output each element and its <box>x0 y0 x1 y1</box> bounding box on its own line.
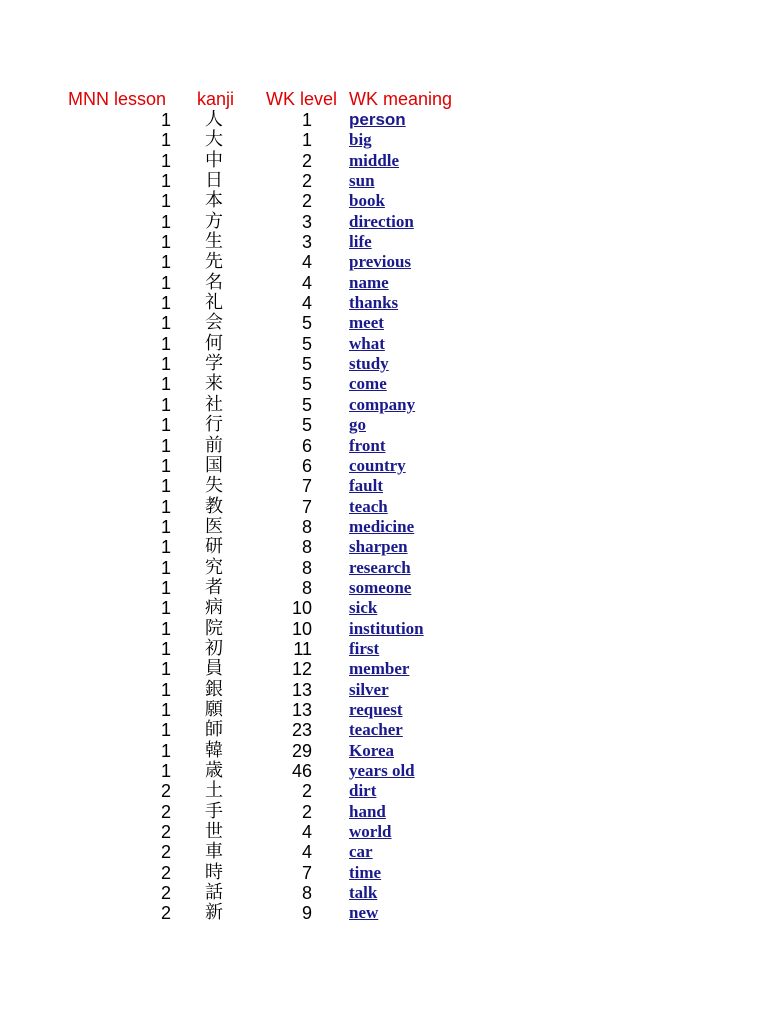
cell-wk-meaning-link[interactable]: years old <box>349 761 415 780</box>
cell-wk-level: 8 <box>301 557 312 578</box>
cell-mnn-lesson: 1 <box>160 496 171 517</box>
cell-mnn-lesson: 1 <box>160 659 171 680</box>
table-row <box>0 537 768 557</box>
cell-mnn-lesson: 1 <box>160 211 171 232</box>
cell-kanji: 歳 <box>205 760 223 781</box>
cell-kanji: 研 <box>205 536 223 558</box>
cell-wk-meaning-link[interactable]: middle <box>349 150 400 170</box>
cell-wk-level: 7 <box>301 862 312 883</box>
header-row <box>0 88 768 110</box>
cell-kanji: 来 <box>205 373 223 395</box>
cell-mnn-lesson: 1 <box>160 720 171 741</box>
cell-kanji: 方 <box>205 210 223 232</box>
cell-wk-meaning-link[interactable]: Korea <box>349 740 395 760</box>
table-row <box>0 720 768 740</box>
cell-kanji: 先 <box>205 251 223 273</box>
table-row <box>0 293 768 313</box>
table-row <box>0 191 768 211</box>
cell-kanji: 時 <box>205 861 223 883</box>
cell-wk-level: 5 <box>301 374 312 395</box>
cell-mnn-lesson: 1 <box>160 638 171 659</box>
table-row <box>0 680 768 700</box>
cell-wk-meaning-link[interactable]: teacher <box>349 720 403 740</box>
cell-wk-level: 8 <box>301 537 312 558</box>
header-mnn-lesson: MNN lesson <box>68 89 167 109</box>
cell-mnn-lesson: 1 <box>160 435 171 456</box>
cell-wk-level: 29 <box>291 740 312 761</box>
cell-mnn-lesson: 2 <box>160 842 171 863</box>
cell-mnn-lesson: 2 <box>160 883 171 904</box>
table-row <box>0 741 768 761</box>
cell-kanji: 名 <box>205 271 223 293</box>
cell-mnn-lesson: 2 <box>160 781 171 802</box>
cell-wk-level: 23 <box>291 720 312 741</box>
table-row <box>0 639 768 659</box>
cell-mnn-lesson: 1 <box>160 415 171 436</box>
cell-wk-meaning-link[interactable]: car <box>349 842 373 862</box>
cell-wk-meaning-link[interactable]: someone <box>349 577 412 597</box>
cell-wk-meaning-link[interactable]: teach <box>349 496 388 516</box>
table-row <box>0 822 768 842</box>
cell-mnn-lesson: 1 <box>160 516 171 537</box>
cell-wk-meaning-link[interactable]: front <box>349 435 386 455</box>
cell-wk-level: 2 <box>301 781 312 802</box>
cell-kanji: 病 <box>205 597 223 619</box>
cell-mnn-lesson: 1 <box>160 679 171 700</box>
cell-wk-level: 1 <box>301 130 312 151</box>
cell-mnn-lesson: 1 <box>160 557 171 578</box>
cell-wk-meaning-link[interactable]: fault <box>349 476 383 496</box>
cell-wk-meaning-link[interactable]: time <box>349 862 382 882</box>
table-row <box>0 517 768 537</box>
cell-wk-level: 5 <box>301 313 312 334</box>
cell-kanji: 話 <box>205 882 223 904</box>
cell-wk-level: 11 <box>293 638 312 659</box>
cell-wk-meaning-link[interactable]: world <box>349 822 392 842</box>
cell-wk-meaning-link[interactable]: name <box>349 272 389 292</box>
cell-wk-meaning-link[interactable]: what <box>349 333 385 353</box>
cell-kanji: 医 <box>205 515 223 537</box>
cell-wk-meaning-link[interactable]: medicine <box>349 516 415 536</box>
cell-kanji: 失 <box>205 475 223 497</box>
cell-kanji: 院 <box>205 617 223 639</box>
cell-wk-level: 4 <box>301 842 312 863</box>
table-row <box>0 802 768 822</box>
cell-kanji: 日 <box>205 170 223 192</box>
cell-kanji: 人 <box>205 109 223 130</box>
cell-kanji: 者 <box>205 576 223 598</box>
table-row <box>0 761 768 781</box>
cell-mnn-lesson: 1 <box>160 699 171 720</box>
header-wk-level: WK level <box>266 89 338 109</box>
cell-wk-meaning-link[interactable]: company <box>349 394 416 414</box>
kanji-sheet <box>0 88 768 924</box>
cell-mnn-lesson: 1 <box>160 374 171 395</box>
cell-mnn-lesson: 1 <box>160 130 171 151</box>
cell-wk-meaning-link[interactable]: study <box>349 354 389 374</box>
table-row <box>0 842 768 862</box>
cell-wk-level: 8 <box>301 883 312 904</box>
cell-wk-meaning-link[interactable]: member <box>349 659 410 679</box>
table-row <box>0 313 768 333</box>
cell-wk-level: 12 <box>291 659 312 680</box>
table-row <box>0 273 768 293</box>
table-row <box>0 374 768 394</box>
cell-kanji: 願 <box>205 698 223 720</box>
cell-mnn-lesson: 1 <box>160 333 171 354</box>
cell-kanji: 銀 <box>205 678 223 700</box>
cell-wk-meaning-link[interactable]: sharpen <box>349 537 408 557</box>
cell-kanji: 本 <box>205 190 223 212</box>
cell-wk-level: 10 <box>291 598 312 619</box>
cell-wk-level: 9 <box>301 903 312 924</box>
cell-wk-meaning-link[interactable]: previous <box>349 252 412 272</box>
table-row <box>0 863 768 883</box>
cell-wk-level: 4 <box>301 272 312 293</box>
table-row <box>0 252 768 272</box>
cell-kanji: 中 <box>205 149 223 171</box>
cell-kanji: 車 <box>205 841 223 863</box>
cell-wk-meaning-link[interactable]: thanks <box>349 293 399 313</box>
cell-wk-level: 5 <box>301 415 312 436</box>
cell-wk-level: 8 <box>301 516 312 537</box>
table-row <box>0 151 768 171</box>
cell-mnn-lesson: 1 <box>160 110 171 130</box>
cell-mnn-lesson: 1 <box>160 537 171 558</box>
cell-wk-meaning-link[interactable]: sick <box>349 598 378 618</box>
cell-kanji: 師 <box>205 719 223 741</box>
cell-wk-level: 10 <box>291 618 312 639</box>
header-wk-meaning: WK meaning <box>349 89 453 109</box>
cell-wk-level: 3 <box>301 211 312 232</box>
cell-wk-meaning-link[interactable]: silver <box>349 679 389 699</box>
cell-wk-meaning-link[interactable]: person <box>349 110 406 129</box>
cell-wk-level: 7 <box>301 496 312 517</box>
table-row <box>0 456 768 476</box>
table-row <box>0 130 768 150</box>
cell-wk-level: 5 <box>301 354 312 375</box>
cell-mnn-lesson: 2 <box>160 903 171 924</box>
cell-wk-meaning-link[interactable]: request <box>349 699 403 719</box>
cell-wk-level: 13 <box>291 679 312 700</box>
cell-wk-meaning-link[interactable]: direction <box>349 211 414 231</box>
cell-kanji: 会 <box>205 312 223 334</box>
cell-wk-meaning-link[interactable]: country <box>349 455 406 475</box>
cell-mnn-lesson: 1 <box>160 293 171 314</box>
cell-wk-meaning-link[interactable]: research <box>349 557 411 577</box>
table-row <box>0 171 768 191</box>
table-row <box>0 659 768 679</box>
cell-kanji: 生 <box>205 231 223 253</box>
cell-wk-meaning-link[interactable]: institution <box>349 618 424 638</box>
cell-wk-meaning-link[interactable]: come <box>349 374 387 394</box>
cell-wk-meaning-link[interactable]: go <box>349 415 366 435</box>
cell-kanji: 前 <box>205 434 223 456</box>
cell-kanji: 員 <box>205 658 223 680</box>
cell-wk-meaning-link[interactable]: talk <box>349 883 378 903</box>
cell-kanji: 大 <box>205 129 223 151</box>
table-row <box>0 781 768 801</box>
cell-wk-level: 4 <box>301 822 312 843</box>
table-row <box>0 497 768 517</box>
table-row <box>0 700 768 720</box>
cell-mnn-lesson: 1 <box>160 171 171 192</box>
kanji-rows <box>0 110 768 924</box>
cell-kanji: 世 <box>205 821 223 843</box>
cell-wk-level: 8 <box>301 577 312 598</box>
cell-wk-level: 2 <box>301 191 312 212</box>
cell-mnn-lesson: 1 <box>160 272 171 293</box>
table-row <box>0 110 768 130</box>
table-row <box>0 212 768 232</box>
cell-mnn-lesson: 1 <box>160 476 171 497</box>
cell-wk-level: 2 <box>301 150 312 171</box>
table-row <box>0 334 768 354</box>
table-row <box>0 354 768 374</box>
table-row <box>0 903 768 923</box>
cell-mnn-lesson: 1 <box>160 455 171 476</box>
cell-mnn-lesson: 1 <box>160 252 171 273</box>
cell-mnn-lesson: 1 <box>160 740 171 761</box>
cell-kanji: 国 <box>205 454 223 476</box>
cell-wk-level: 4 <box>301 293 312 314</box>
table-row <box>0 883 768 903</box>
cell-wk-meaning-link[interactable]: dirt <box>349 781 377 801</box>
table-row <box>0 619 768 639</box>
cell-wk-meaning-link[interactable]: first <box>349 638 380 658</box>
cell-mnn-lesson: 1 <box>160 618 171 639</box>
cell-mnn-lesson: 1 <box>160 394 171 415</box>
cell-wk-level: 6 <box>301 455 312 476</box>
cell-wk-level: 5 <box>301 394 312 415</box>
cell-mnn-lesson: 1 <box>160 354 171 375</box>
cell-mnn-lesson: 1 <box>160 577 171 598</box>
cell-wk-level: 3 <box>301 232 312 253</box>
cell-kanji: 何 <box>205 332 223 354</box>
cell-kanji: 手 <box>205 800 223 822</box>
cell-mnn-lesson: 1 <box>160 150 171 171</box>
cell-mnn-lesson: 1 <box>160 761 171 781</box>
cell-kanji: 初 <box>205 637 223 659</box>
cell-kanji: 教 <box>205 495 223 517</box>
cell-wk-meaning-link[interactable]: meet <box>349 313 384 333</box>
cell-kanji: 新 <box>205 902 223 924</box>
table-row <box>0 598 768 618</box>
cell-kanji: 礼 <box>205 292 223 314</box>
cell-wk-level: 4 <box>301 252 312 273</box>
cell-kanji: 究 <box>205 556 223 578</box>
cell-kanji: 行 <box>205 414 223 436</box>
header-kanji: kanji <box>197 89 235 109</box>
cell-mnn-lesson: 1 <box>160 598 171 619</box>
cell-wk-level: 2 <box>301 171 312 192</box>
cell-mnn-lesson: 2 <box>160 822 171 843</box>
cell-wk-meaning-link[interactable]: big <box>349 130 372 150</box>
cell-mnn-lesson: 1 <box>160 191 171 212</box>
cell-wk-meaning-link[interactable]: sun <box>349 171 375 191</box>
cell-mnn-lesson: 1 <box>160 232 171 253</box>
cell-kanji: 学 <box>205 353 223 375</box>
cell-kanji: 韓 <box>205 739 223 761</box>
cell-wk-level: 1 <box>301 110 312 130</box>
cell-wk-level: 13 <box>291 699 312 720</box>
table-row <box>0 436 768 456</box>
cell-wk-meaning-link[interactable]: hand <box>349 801 386 821</box>
table-row <box>0 558 768 578</box>
cell-wk-meaning-link[interactable]: new <box>349 903 379 923</box>
table-row <box>0 578 768 598</box>
table-row <box>0 395 768 415</box>
cell-mnn-lesson: 2 <box>160 862 171 883</box>
cell-kanji: 社 <box>205 393 223 415</box>
cell-mnn-lesson: 2 <box>160 801 171 822</box>
cell-wk-meaning-link[interactable]: life <box>349 232 372 252</box>
cell-wk-level: 7 <box>301 476 312 497</box>
table-row <box>0 232 768 252</box>
cell-wk-level: 6 <box>301 435 312 456</box>
cell-wk-level: 2 <box>301 801 312 822</box>
table-row <box>0 476 768 496</box>
cell-wk-level: 46 <box>291 761 312 781</box>
cell-mnn-lesson: 1 <box>160 313 171 334</box>
cell-wk-meaning-link[interactable]: book <box>349 191 385 211</box>
cell-wk-level: 5 <box>301 333 312 354</box>
cell-kanji: 土 <box>205 780 223 802</box>
table-row <box>0 415 768 435</box>
